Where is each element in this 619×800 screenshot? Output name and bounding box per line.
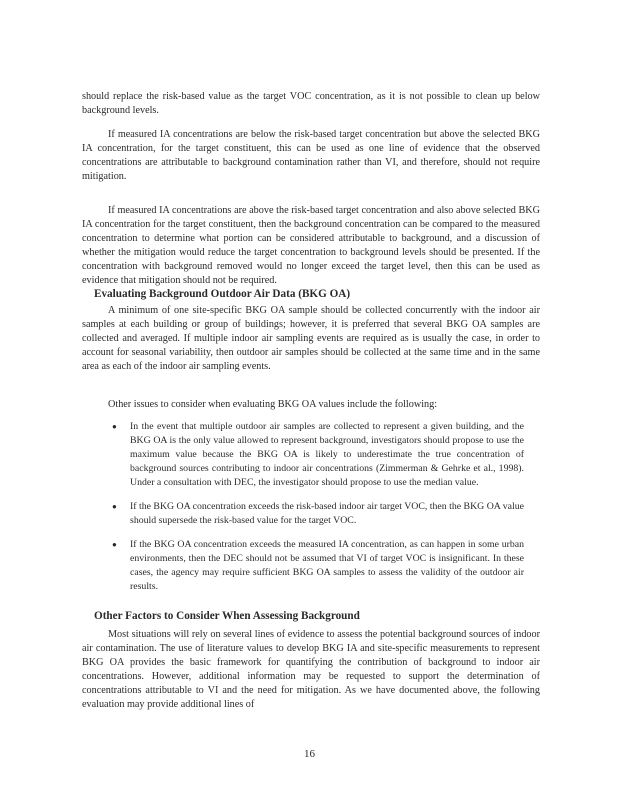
list-item — [104, 420, 524, 490]
list-item-text: If the BKG OA concentration exceeds the risk-based indoor air target VOC, then the BKG OA value should supersede the risk-based value for the target VOC. — [130, 501, 524, 526]
paragraph-bkg-oa-samples: A minimum of one site-specific BKG OA sample should be collected concurrently with the indoor air samples at each building or group of buildings; however, it is preferred that several BKG OA samples are collected and averaged. If multiple indoor air sampling events are required as is usually the case, in order to account for seasonal variability, then outdoor air samples should be collected at the same time and in the same area as each of the indoor air sampling events. — [82, 305, 540, 372]
issues-bullet-list — [104, 420, 524, 594]
paragraph-continuation: should replace the risk-based value as the target VOC concentration, as it is not possible to clean up below background levels. — [82, 91, 540, 116]
page-number: 16 — [304, 748, 315, 760]
bullet-icon: ● — [112, 422, 117, 431]
list-item-text: If the BKG OA concentration exceeds the measured IA concentration, as can happen in some urban environments, then the DEC should not be assumed that VI of target VOC is insignificant. In these cases, the agency may require sufficient BKG OA samples to assess the validity of the outdoor air results. — [130, 539, 524, 592]
list-item-text: In the event that multiple outdoor air samples are collected to represent a given building, and the BKG OA is the only value allowed to represent background, investigators should propose to use the maximum value because the BKG OA is likely to underestimate the true concentration of background sources contributing to indoor air concentrations (Zimmerman & Gehrke et al., 1998). Under a consultation with DEC, the investigator should propose to use the median value. — [130, 421, 524, 488]
heading-other-factors: Other Factors to Consider When Assessing Background — [94, 610, 360, 622]
list-item — [104, 538, 524, 594]
paragraph-below-target: If measured IA concentrations are below the risk-based target concentration but above the selected BKG IA concentration, for the target constituent, this can be used as one line of evidence that the observed concentrations are attributable to background contamination rather than VI, and therefore, should not require mitigation. — [82, 129, 540, 182]
heading-evaluating-bkg-oa: Evaluating Background Outdoor Air Data (BKG OA) — [94, 288, 351, 300]
list-item — [104, 500, 524, 528]
paragraph-above-target: If measured IA concentrations are above the risk-based target concentration and also above selected BKG IA concentration for the target constituent, then the background concentration can be compared to the measured concentration to determine what portion can be considered attributable to background, and a discussion of whether the mitigation would reduce the target concentration to background levels should be presented. If the concentration with background removed would no longer exceed the target level, then this can be used as evidence that mitigation should not be required. — [82, 205, 540, 286]
paragraph-lines-of-evidence: Most situations will rely on several lines of evidence to assess the potential background sources of indoor air contamination. The use of literature values to develop BKG IA and site-specific measurements to represent BKG OA provides the basic framework for quantifying the contribution of background to indoor air concentrations. However, additional information may be requested to support the determination of concentrations attributable to VI and the need for mitigation. As we have documented above, the following evaluation may provide additional lines of — [82, 629, 540, 710]
paragraph-other-issues: Other issues to consider when evaluating BKG OA values include the following: — [108, 399, 438, 410]
bullet-icon: ● — [112, 502, 117, 511]
bullet-icon: ● — [112, 540, 117, 549]
